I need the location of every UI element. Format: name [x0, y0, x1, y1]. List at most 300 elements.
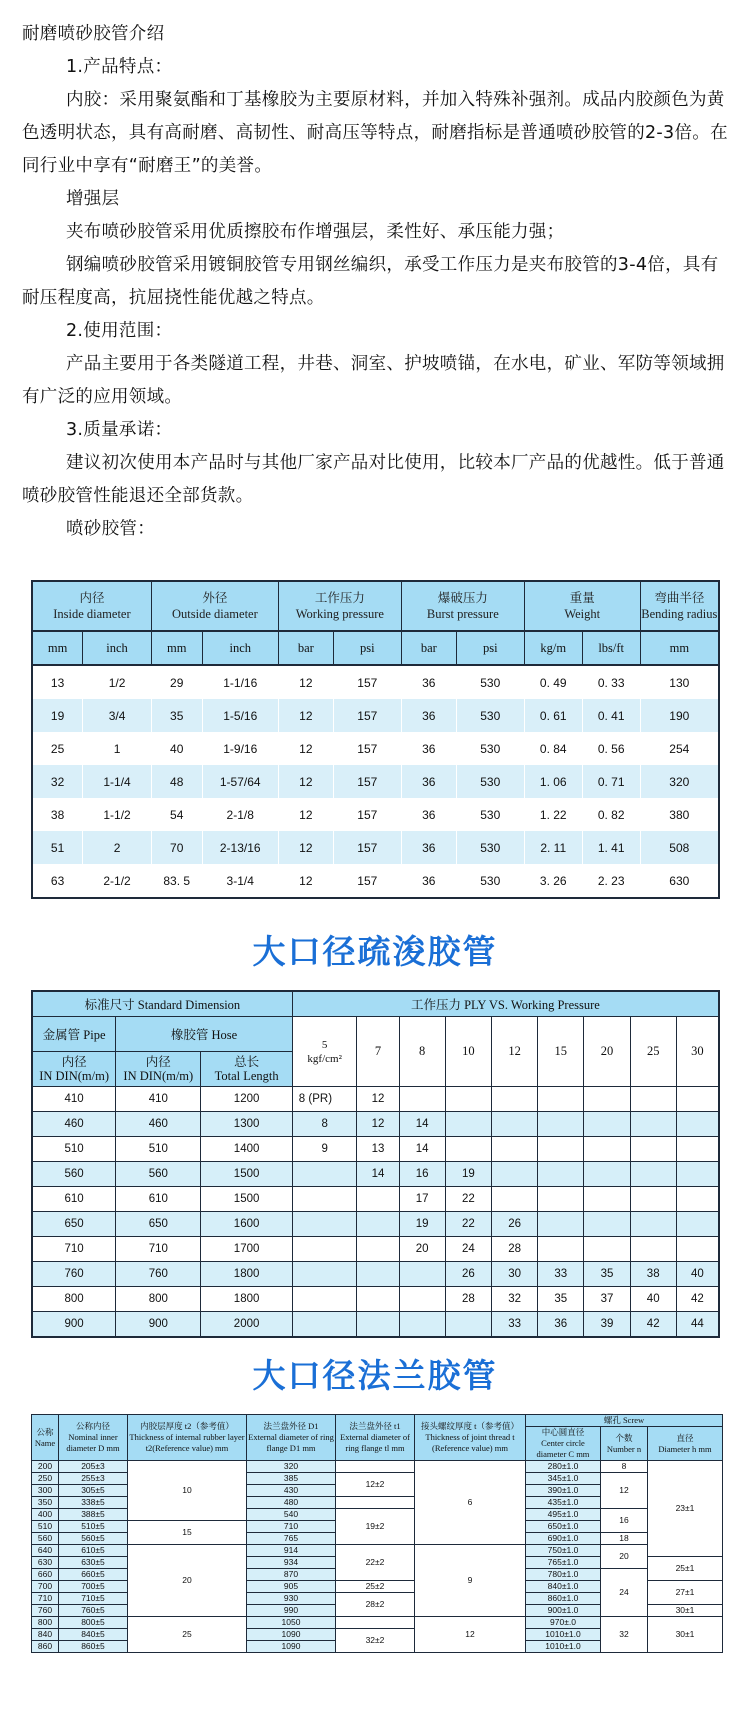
table-cell: 1. 06 — [524, 765, 582, 798]
t-header — [415, 1415, 526, 1461]
table-cell: 22 — [445, 1212, 491, 1237]
table-cell — [399, 1262, 445, 1287]
inner-diameter-cell: 510±5 — [59, 1521, 128, 1533]
table-row — [32, 1187, 719, 1212]
table-cell: 28 — [491, 1237, 537, 1262]
nominal-cell: 300 — [32, 1485, 59, 1497]
table-cell: 36 — [401, 765, 456, 798]
table-cell — [357, 1312, 399, 1338]
unit-cell: mm — [32, 631, 83, 665]
table-cell: 38 — [630, 1262, 676, 1287]
table-cell — [584, 1237, 630, 1262]
table-cell: 40 — [676, 1262, 719, 1287]
table-cell — [676, 1087, 719, 1112]
table-cell: 900 — [116, 1312, 201, 1338]
nominal-header — [32, 1415, 59, 1461]
nominal-cell: 250 — [32, 1473, 59, 1485]
table-cell: 40 — [630, 1287, 676, 1312]
table-cell: 460 — [116, 1112, 201, 1137]
c-en: Center circle diameter C mm — [536, 1438, 590, 1459]
table-cell: 1-9/16 — [202, 732, 278, 765]
table-cell: 12 — [278, 699, 333, 732]
table-cell — [292, 1262, 357, 1287]
nominal-cell: 860 — [32, 1641, 59, 1653]
table-cell: 800 — [116, 1287, 201, 1312]
table-cell — [491, 1087, 537, 1112]
table-cell: 70 — [151, 831, 202, 864]
t1-cell: 12±2 — [336, 1473, 415, 1497]
table-cell: 157 — [333, 732, 401, 765]
std-dim-header: 标准尺寸 Standard Dimension — [32, 991, 292, 1017]
table-cell — [630, 1187, 676, 1212]
d1-cell: 480 — [247, 1497, 336, 1509]
d1-cell: 385 — [247, 1473, 336, 1485]
table-cell: 650 — [116, 1212, 201, 1237]
nominal-cell: 840 — [32, 1629, 59, 1641]
table-cell: 35 — [584, 1262, 630, 1287]
table-cell — [445, 1087, 491, 1112]
table-cell: 42 — [676, 1287, 719, 1312]
inner-diameter-cell: 700±5 — [59, 1581, 128, 1593]
table-cell: 0. 56 — [582, 732, 640, 765]
table-cell — [584, 1137, 630, 1162]
pressure-30: 30 — [676, 1017, 719, 1087]
t1-en: External diameter of ring flange tl mm — [340, 1432, 410, 1453]
unit-cell: inch — [83, 631, 152, 665]
table-row — [32, 1545, 723, 1557]
pressure-7: 7 — [357, 1017, 399, 1087]
table-cell: 2000 — [201, 1312, 292, 1338]
n-cn: 个数 — [615, 1432, 633, 1443]
pressure-12: 12 — [491, 1017, 537, 1087]
table-cell — [676, 1212, 719, 1237]
table-cell: 2 — [83, 831, 152, 864]
table-cell: 36 — [401, 699, 456, 732]
t2-cell: 20 — [128, 1545, 247, 1617]
table-cell: 530 — [456, 831, 524, 864]
nominal-cell: 800 — [32, 1617, 59, 1629]
table-cell — [538, 1112, 584, 1137]
table-cell: 1-5/16 — [202, 699, 278, 732]
number-cell: 24 — [601, 1569, 648, 1617]
table-cell — [630, 1087, 676, 1112]
table-cell — [676, 1112, 719, 1137]
unit-cell: mm — [151, 631, 202, 665]
inner-diameter-cell: 205±3 — [59, 1461, 128, 1473]
table-cell: 0. 33 — [582, 665, 640, 699]
table-cell: 42 — [630, 1312, 676, 1338]
table-cell: 2-1/2 — [83, 864, 152, 898]
center-circle-cell: 900±1.0 — [526, 1605, 601, 1617]
pressure-25: 25 — [630, 1017, 676, 1087]
nominal-cell: 760 — [32, 1605, 59, 1617]
hole-diameter-cell: 25±1 — [648, 1557, 723, 1581]
table-cell: 157 — [333, 864, 401, 898]
paragraph-usage: 产品主要用于各类隧道工程，井巷、洞室、护坡喷锚，在水电，矿业、军防等领域拥有广泛的应用领域。 — [22, 354, 725, 407]
table-cell: 508 — [640, 831, 719, 864]
table-cell: 630 — [640, 864, 719, 898]
hose-id-header — [116, 1052, 201, 1087]
inner-diameter-cell: 610±5 — [59, 1545, 128, 1557]
d1-cell: 1090 — [247, 1629, 336, 1641]
table-cell — [399, 1087, 445, 1112]
table-cell: 410 — [32, 1087, 116, 1112]
hose-id-en: IN DIN(m/m) — [123, 1069, 194, 1083]
t-cn: 接头螺纹厚度 t（参考值） — [421, 1421, 519, 1431]
table-row — [32, 1087, 719, 1112]
inner-diameter-cell: 800±5 — [59, 1617, 128, 1629]
table-cell: 1. 41 — [582, 831, 640, 864]
pipe-id-en: IN DIN(m/m) — [39, 1069, 109, 1083]
center-circle-cell: 860±1.0 — [526, 1593, 601, 1605]
table-cell: 13 — [357, 1137, 399, 1162]
table-cell: 157 — [333, 665, 401, 699]
table-cell: 12 — [357, 1087, 399, 1112]
table-cell: 36 — [538, 1312, 584, 1338]
table-cell: 20 — [399, 1237, 445, 1262]
table-cell: 1800 — [201, 1287, 292, 1312]
table-cell — [292, 1237, 357, 1262]
table-cell: 36 — [401, 798, 456, 831]
section-4-title: 喷砂胶管： — [66, 519, 155, 539]
d1-cell: 320 — [247, 1461, 336, 1473]
center-circle-cell: 280±1.0 — [526, 1461, 601, 1473]
t2-en: Thickness of internal rubber layer t2(Reference value) mm — [129, 1432, 245, 1453]
t-en: Thickness of joint thread t (Reference value) mm — [425, 1432, 515, 1453]
table-cell: 8 (PR) — [292, 1087, 357, 1112]
table-cell: 33 — [491, 1312, 537, 1338]
number-cell: 8 — [601, 1461, 648, 1473]
table-cell: 25 — [50, 741, 65, 756]
nominal-cell: 700 — [32, 1581, 59, 1593]
table-cell: 83. 5 — [151, 864, 202, 898]
table-cell — [445, 1112, 491, 1137]
table-cell: 16 — [399, 1162, 445, 1187]
d1-cell: 1050 — [247, 1617, 336, 1629]
pressure-8: 8 — [399, 1017, 445, 1087]
pipe-id-cn: 内径 — [61, 1055, 87, 1069]
unit-cell: lbs/ft — [582, 631, 640, 665]
d1-cell: 914 — [247, 1545, 336, 1557]
flange-hose-title: 大口径法兰胶管 — [252, 1356, 498, 1395]
table-cell: 2-1/8 — [202, 798, 278, 831]
table-cell: 0. 84 — [524, 732, 582, 765]
center-circle-header — [526, 1427, 601, 1461]
table-cell: 36 — [401, 864, 456, 898]
table-cell: 40 — [151, 732, 202, 765]
table-cell: 8 — [292, 1112, 357, 1137]
hole-diameter-cell: 23±1 — [648, 1461, 723, 1557]
hole-diameter-cell: 30±1 — [648, 1605, 723, 1617]
table-row — [32, 1212, 719, 1237]
table-cell: 530 — [456, 798, 524, 831]
inner-diameter-cell: 660±5 — [59, 1569, 128, 1581]
table-row — [32, 798, 719, 831]
center-circle-cell: 750±1.0 — [526, 1545, 601, 1557]
table-cell: 2. 23 — [582, 864, 640, 898]
pressure-10: 10 — [445, 1017, 491, 1087]
unit-cell: psi — [456, 631, 524, 665]
hole-diameter-cell: 30±1 — [648, 1617, 723, 1653]
number-cell: 16 — [601, 1509, 648, 1533]
table-cell — [584, 1212, 630, 1237]
d1-cell: 990 — [247, 1605, 336, 1617]
table-row — [32, 1112, 719, 1137]
table-cell — [584, 1187, 630, 1212]
table-cell: 12 — [357, 1112, 399, 1137]
header-inside-en: Inside diameter — [53, 607, 131, 621]
table-cell — [538, 1212, 584, 1237]
t2-cell: 25 — [128, 1617, 247, 1653]
table-cell — [357, 1237, 399, 1262]
table-cell — [630, 1237, 676, 1262]
table-cell: 2. 11 — [524, 831, 582, 864]
pressure-15: 15 — [538, 1017, 584, 1087]
table-cell — [676, 1137, 719, 1162]
t2-cell: 10 — [128, 1461, 247, 1521]
nominal-cell: 350 — [32, 1497, 59, 1509]
table-cell: 36 — [401, 732, 456, 765]
pipe-id-header — [32, 1052, 116, 1087]
table-cell: 760 — [116, 1262, 201, 1287]
inner-diameter-cell: 560±5 — [59, 1533, 128, 1545]
table-cell: 36 — [401, 665, 456, 699]
d1-cell: 930 — [247, 1593, 336, 1605]
intro-heading: 耐磨喷砂胶管介绍 — [22, 24, 165, 44]
table-cell: 1 — [83, 732, 152, 765]
nominal-cn: 公称 — [36, 1426, 54, 1437]
table-cell: 1-1/16 — [202, 665, 278, 699]
table-cell: 530 — [456, 864, 524, 898]
table-cell — [676, 1162, 719, 1187]
inner-diameter-cell: 255±3 — [59, 1473, 128, 1485]
table-cell: 254 — [640, 732, 719, 765]
intro-section — [22, 18, 732, 546]
unit-cell: bar — [278, 631, 333, 665]
nominal-cell: 400 — [32, 1509, 59, 1521]
table-row — [32, 732, 719, 765]
table-cell: 26 — [491, 1212, 537, 1237]
table-row — [32, 1461, 723, 1473]
table-cell: 800 — [32, 1287, 116, 1312]
table-cell: 3. 26 — [524, 864, 582, 898]
table-cell: 35 — [151, 699, 202, 732]
nominal-cell: 560 — [32, 1533, 59, 1545]
nominal-cell: 710 — [32, 1593, 59, 1605]
t1-cell — [336, 1497, 415, 1509]
table-cell — [491, 1187, 537, 1212]
inner-en: Nominal inner diameter D mm — [66, 1432, 120, 1453]
header-burst-cn: 爆破压力 — [437, 591, 488, 605]
table-cell: 1500 — [201, 1162, 292, 1187]
number-cell: 12 — [601, 1473, 648, 1509]
table-cell — [445, 1312, 491, 1338]
d1-cell: 540 — [247, 1509, 336, 1521]
table-cell: 13 — [50, 675, 65, 690]
header-outside-cn: 外径 — [202, 591, 228, 605]
inner-diameter-cell: 338±5 — [59, 1497, 128, 1509]
table-cell: 530 — [456, 732, 524, 765]
table-cell — [399, 1287, 445, 1312]
table-cell — [584, 1112, 630, 1137]
table-cell: 12 — [278, 831, 333, 864]
table-cell: 130 — [640, 665, 719, 699]
table-cell — [445, 1137, 491, 1162]
table-cell: 530 — [456, 665, 524, 699]
d1-cell: 870 — [247, 1569, 336, 1581]
table-cell: 1400 — [201, 1137, 292, 1162]
table-cell: 157 — [333, 798, 401, 831]
n-en: Number n — [606, 1443, 642, 1454]
center-circle-cell: 390±1.0 — [526, 1485, 601, 1497]
pressure-20: 20 — [584, 1017, 630, 1087]
t1-cell: 19±2 — [336, 1509, 415, 1545]
table-cell — [584, 1162, 630, 1187]
table-cell: 1200 — [201, 1087, 292, 1112]
inner-cn: 公称内径 — [75, 1421, 110, 1431]
header-outside-en: Outside diameter — [172, 607, 258, 621]
table-cell — [292, 1287, 357, 1312]
header-bending-cn: 弯曲半径 — [654, 591, 705, 605]
d1-cell: 1090 — [247, 1641, 336, 1653]
d1-cell: 710 — [247, 1521, 336, 1533]
t2-header — [128, 1415, 247, 1461]
table-cell — [292, 1187, 357, 1212]
table-cell — [292, 1162, 357, 1187]
table-cell: 3/4 — [83, 699, 152, 732]
flange-hose-table — [31, 1414, 723, 1653]
t1-cell — [336, 1461, 415, 1473]
header-inside-cn: 内径 — [79, 591, 105, 605]
table-cell: 1700 — [201, 1237, 292, 1262]
table-row — [32, 831, 719, 864]
table-row — [32, 864, 719, 898]
header-bending-en: Bending radius — [641, 607, 718, 621]
c-cn: 中心圆直径 — [541, 1427, 585, 1437]
table-cell: 1-1/4 — [83, 765, 152, 798]
table-cell: 44 — [676, 1312, 719, 1338]
table-cell: 14 — [399, 1112, 445, 1137]
inner-diameter-cell: 388±5 — [59, 1509, 128, 1521]
number-header — [601, 1427, 648, 1461]
table-row — [32, 1262, 719, 1287]
metal-pipe-header: 金属管 Pipe — [32, 1017, 116, 1052]
table-cell: 760 — [32, 1262, 116, 1287]
table-cell: 1-1/2 — [83, 798, 152, 831]
section-2-title: 2.使用范围： — [66, 321, 173, 341]
table-cell — [630, 1112, 676, 1137]
unit-cell: psi — [333, 631, 401, 665]
table-cell: 710 — [116, 1237, 201, 1262]
table-cell: 33 — [538, 1262, 584, 1287]
center-circle-cell: 435±1.0 — [526, 1497, 601, 1509]
number-cell: 32 — [601, 1617, 648, 1653]
center-circle-cell: 1010±1.0 — [526, 1629, 601, 1641]
thread-cell: 6 — [415, 1461, 526, 1545]
dredging-hose-title: 大口径疏浚胶管 — [252, 932, 498, 971]
header-weight-cn: 重量 — [569, 591, 595, 605]
table-cell: 22 — [445, 1187, 491, 1212]
table-row — [32, 699, 719, 732]
table-cell: 0. 49 — [524, 665, 582, 699]
table-cell: 32 — [491, 1287, 537, 1312]
inner-diameter-cell: 760±5 — [59, 1605, 128, 1617]
table-cell: 12 — [278, 798, 333, 831]
table-cell: 19 — [445, 1162, 491, 1187]
table-row — [32, 1312, 719, 1338]
table-cell: 28 — [445, 1287, 491, 1312]
table-cell: 460 — [32, 1112, 116, 1137]
t1-cell: 22±2 — [336, 1545, 415, 1581]
table-row — [32, 1617, 723, 1629]
table-cell: 19 — [399, 1212, 445, 1237]
table-cell: 530 — [456, 765, 524, 798]
center-circle-cell: 345±1.0 — [526, 1473, 601, 1485]
table-cell: 710 — [32, 1237, 116, 1262]
section-3-title: 3.质量承诺： — [66, 420, 173, 440]
table-cell — [491, 1137, 537, 1162]
nominal-cell: 200 — [32, 1461, 59, 1473]
table-cell: 0. 71 — [582, 765, 640, 798]
t1-cell: 32±2 — [336, 1629, 415, 1653]
table-cell: 2-13/16 — [202, 831, 278, 864]
paragraph-inner-rubber: 内胶：采用聚氨酯和丁基橡胶为主要原材料，并加入特殊补强剂。成品内胶颜色为黄色透明状态，具有高耐磨、高韧性、耐高压等特点，耐磨指标是普通喷砂胶管的2-3倍。在同行业中享有“耐磨王”的美誉。 — [22, 90, 728, 176]
table-cell: 1. 22 — [524, 798, 582, 831]
table-row — [32, 1237, 719, 1262]
table-cell — [399, 1312, 445, 1338]
table-cell: 410 — [116, 1087, 201, 1112]
hose-id-cn: 内径 — [145, 1055, 171, 1069]
table-cell — [538, 1162, 584, 1187]
table-cell: 63 — [50, 873, 65, 888]
table-cell: 26 — [445, 1262, 491, 1287]
table-cell — [357, 1287, 399, 1312]
number-cell: 18 — [601, 1533, 648, 1545]
table-cell: 14 — [357, 1162, 399, 1187]
header-working-cn: 工作压力 — [314, 591, 365, 605]
table-cell — [538, 1237, 584, 1262]
table-cell: 29 — [151, 665, 202, 699]
table-cell: 1600 — [201, 1212, 292, 1237]
table-cell: 24 — [445, 1237, 491, 1262]
t1-cell — [336, 1617, 415, 1629]
table-cell: 30 — [491, 1262, 537, 1287]
sandblast-hose-spec-table — [31, 580, 720, 899]
table-cell: 14 — [399, 1137, 445, 1162]
table-cell: 12 — [278, 765, 333, 798]
table-cell: 12 — [278, 864, 333, 898]
table-cell — [538, 1137, 584, 1162]
d1-en: External diameter of ring flange D1 mm — [248, 1432, 334, 1453]
table-cell: 900 — [32, 1312, 116, 1338]
inner-diameter-cell: 630±5 — [59, 1557, 128, 1569]
table-cell — [630, 1162, 676, 1187]
table-cell: 38 — [50, 807, 65, 822]
center-circle-cell: 780±1.0 — [526, 1569, 601, 1581]
table-cell — [676, 1187, 719, 1212]
h-cn: 直径 — [676, 1432, 694, 1443]
number-cell: 20 — [601, 1545, 648, 1569]
table-cell: 510 — [116, 1137, 201, 1162]
unit-cell: mm — [640, 631, 719, 665]
table-row — [32, 665, 719, 699]
table-cell: 0. 41 — [582, 699, 640, 732]
center-circle-cell: 690±1.0 — [526, 1533, 601, 1545]
table-cell: 190 — [640, 699, 719, 732]
table-cell: 380 — [640, 798, 719, 831]
section-1-title: 1.产品特点： — [66, 57, 173, 77]
table-cell — [292, 1312, 357, 1338]
